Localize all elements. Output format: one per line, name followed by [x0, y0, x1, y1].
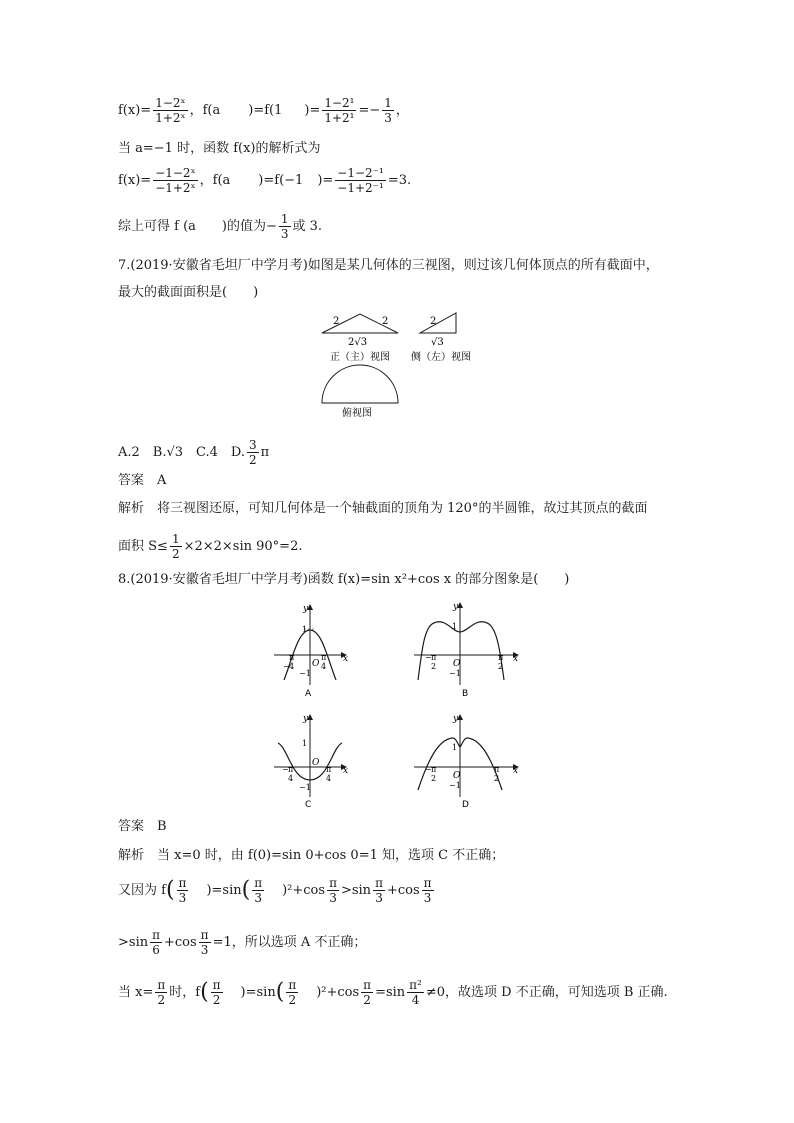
- fraction: [373, 876, 385, 905]
- text-line-2: 当 a=−1 时，函数 f(x)的解析式为: [118, 141, 321, 156]
- numerator: π: [178, 876, 187, 890]
- text: )=sin: [240, 985, 276, 1000]
- tick-left-num: π: [288, 765, 294, 774]
- tick-minus-one: −1: [299, 783, 311, 792]
- numerator: −1−2ˣ: [155, 166, 196, 180]
- curve-b: [418, 622, 504, 680]
- side-base-label: √3: [431, 337, 444, 348]
- denominator: 2: [288, 993, 297, 1007]
- top-caption: 俯视图: [342, 408, 372, 419]
- denominator: 3: [280, 227, 289, 241]
- q8-analysis-2: 又因为 f( $\frac{\pi}{3}$ )=sin( $\frac{\pi}{3}$ )²+cos $\frac{\pi}{3}$ >sin $\frac{\pi}{3}$ +cos $\frac{\pi}{3}$: [118, 876, 432, 905]
- numerator: 1: [280, 212, 289, 226]
- tick-right-num: π: [498, 653, 504, 662]
- front-base-label: 2√3: [348, 337, 368, 348]
- x-axis-label: x: [513, 766, 519, 776]
- text: ×2×2×sin 90°=2.: [183, 539, 303, 554]
- text: f(x)=: [118, 173, 152, 188]
- fraction: [153, 166, 197, 195]
- tick-left-den: 2: [431, 662, 437, 671]
- text: 综上可得 f (a: [118, 219, 196, 234]
- formula-line-1: [118, 96, 409, 125]
- denominator: 6: [152, 943, 160, 957]
- numerator: 1: [171, 532, 180, 546]
- q7-options: [118, 438, 269, 467]
- y-axis-label: y: [453, 714, 459, 724]
- denominator: 2: [249, 453, 257, 467]
- text: >sin: [340, 883, 372, 898]
- text: =3.: [387, 173, 412, 188]
- graph-b: [414, 602, 518, 699]
- fraction: [252, 876, 264, 905]
- text: )=sin: [206, 883, 242, 898]
- side-triangle: [420, 313, 456, 333]
- tick-left-num: π: [289, 653, 295, 662]
- numerator: −1−2⁻¹: [337, 166, 384, 180]
- curve-a: [284, 630, 336, 680]
- q7-stem-1: 7.(2019·安徽省毛坦厂中学月考)如图是某几何体的三视图，则过该几何体顶点的所有截面中，: [118, 258, 659, 273]
- text: 时，f: [169, 985, 201, 1000]
- front-caption: 正（主）视图: [330, 352, 390, 363]
- q8-analysis-1: 解析 当 x=0 时，由 f(0)=sin 0+cos 0=1 知，选项 C 不正确；: [118, 848, 505, 863]
- tick-minus-one: −1: [449, 781, 461, 790]
- curve-c: [278, 743, 342, 780]
- tick-left-den: −: [283, 662, 290, 671]
- fraction: [247, 438, 259, 467]
- text: 当 x=: [118, 985, 154, 1000]
- side-left-label: 2: [430, 316, 437, 327]
- denominator: 3: [329, 891, 337, 905]
- denominator: 3: [254, 891, 262, 905]
- fraction: [327, 876, 339, 905]
- q7-stem-2: 最大的截面面积是( ): [118, 285, 259, 300]
- text: )²+cos: [282, 883, 326, 898]
- fraction: [407, 978, 424, 1007]
- numerator: π: [423, 876, 432, 890]
- numerator: 1−2¹: [324, 96, 355, 110]
- tick-right-num: π: [321, 653, 327, 662]
- graph-a: [274, 604, 348, 699]
- text: >sin: [118, 935, 149, 950]
- tick-left-den: 2: [431, 774, 437, 783]
- numerator: π: [200, 928, 209, 942]
- denominator: 3: [375, 891, 383, 905]
- text: )=f(1: [248, 103, 283, 118]
- text: +cos: [164, 935, 197, 950]
- q7-answer: 答案 A: [118, 473, 167, 488]
- fraction: [322, 96, 356, 125]
- text: 或 3.: [292, 219, 323, 234]
- fraction: [155, 978, 167, 1007]
- denominator: −1+2ˣ: [155, 181, 196, 195]
- numerator: 3: [249, 438, 257, 452]
- numerator: π: [152, 928, 160, 942]
- graph-label-b: B: [462, 689, 469, 699]
- text: )=f(−1: [258, 173, 304, 188]
- tick-left-num: π: [431, 653, 437, 662]
- tick-left-den: 4: [289, 662, 295, 671]
- graph-label-a: A: [305, 689, 312, 699]
- numerator: π: [329, 876, 337, 890]
- q8-stem: 8.(2019·安徽省毛坦厂中学月考)函数 f(x)=sin x²+cos x 的部分图象是( ): [118, 572, 570, 587]
- text: )的值为−: [221, 219, 277, 234]
- numerator: π: [375, 876, 383, 890]
- side-view: [420, 313, 456, 333]
- fraction: [382, 96, 394, 125]
- tick-right-num: π: [494, 765, 500, 774]
- text: A.2 B.√3 C.4 D.: [118, 445, 246, 460]
- text: ≠0，故选项 D 不正确，可知选项 B 正确.: [425, 985, 668, 1000]
- denominator: −1+2⁻¹: [337, 181, 384, 195]
- tick-one: 1: [452, 743, 458, 752]
- denominator: 2: [171, 547, 180, 561]
- y-axis-label: y: [303, 714, 309, 724]
- denominator: 1+2¹: [324, 111, 355, 125]
- fraction: [153, 96, 187, 125]
- text: )²+cos: [316, 985, 360, 1000]
- y-axis-label: y: [303, 604, 309, 614]
- tick-left-sign: −: [425, 765, 432, 774]
- top-semicircle: [322, 365, 398, 403]
- x-axis-label: x: [513, 654, 519, 664]
- tick-left-den: 4: [288, 774, 294, 783]
- front-right-label: 2: [382, 316, 389, 327]
- tick-minus-one: −1: [449, 669, 461, 678]
- text: =−: [358, 103, 381, 118]
- numerator: 1: [384, 96, 392, 110]
- graph-label-d: D: [462, 800, 469, 810]
- fraction: [335, 166, 386, 195]
- denominator: 3: [178, 891, 187, 905]
- text: ，: [395, 103, 409, 118]
- tick-left-sign: −: [282, 765, 289, 774]
- denominator: 2: [157, 993, 166, 1007]
- graph-c: [274, 714, 348, 810]
- q8-answer: 答案 B: [118, 819, 167, 834]
- text: π: [260, 445, 270, 460]
- text: 又因为 f: [118, 883, 166, 898]
- fraction: [170, 532, 182, 561]
- text: )=: [304, 103, 321, 118]
- origin-label: O: [312, 758, 320, 768]
- numerator: π: [212, 978, 221, 992]
- tick-right-den: 4: [326, 774, 332, 783]
- graph-label-c: C: [305, 800, 312, 810]
- formula-line-4: [118, 212, 322, 241]
- origin-label: O: [312, 659, 320, 669]
- fraction: [150, 928, 162, 957]
- numerator: 1−2ˣ: [155, 96, 186, 110]
- text: ，f(a: [189, 103, 221, 118]
- denominator: 3: [423, 891, 432, 905]
- tick-right-den: 2: [494, 774, 500, 783]
- tick-right-den: 2: [498, 662, 504, 671]
- fraction: [211, 978, 223, 1007]
- fraction: [279, 212, 291, 241]
- front-triangle: [322, 314, 398, 333]
- graph-d: [414, 714, 518, 810]
- text: =1，所以选项 A 不正确；: [212, 935, 367, 950]
- tick-one: 1: [302, 625, 308, 634]
- tick-minus-one: −1: [299, 669, 311, 678]
- tick-right-num: π: [326, 765, 332, 774]
- denominator: 2: [363, 993, 371, 1007]
- origin-label: O: [453, 659, 461, 669]
- x-axis-label: x: [343, 766, 349, 776]
- tick-one: 1: [302, 739, 308, 748]
- tick-right-den: 4: [321, 662, 327, 671]
- front-view: [322, 314, 398, 333]
- fraction: [177, 876, 189, 905]
- text: )=: [317, 173, 334, 188]
- text: +cos: [386, 883, 420, 898]
- fraction: [286, 978, 298, 1007]
- fraction: [361, 978, 373, 1007]
- denominator: 1+2ˣ: [155, 111, 186, 125]
- numerator: π: [363, 978, 372, 992]
- fraction: [199, 928, 211, 957]
- text: ，f(a: [199, 173, 231, 188]
- tick-one: 1: [452, 622, 458, 631]
- text: =sin: [375, 985, 406, 1000]
- numerator: π: [157, 978, 166, 992]
- q7-analysis-1: 解析 将三视图还原，可知几何体是一个轴截面的顶角为 120°的半圆锥，故过其顶点的截面: [118, 501, 648, 516]
- x-axis-label: x: [343, 654, 349, 664]
- tick-left-num: π: [431, 765, 437, 774]
- denominator: 3: [200, 943, 209, 957]
- q8-analysis-4: 当 x= $\frac{\pi}{2}$ 时，f( $\frac{\pi}{2}$ )=sin( $\frac{\pi}{2}$ )²+cos $\frac{\pi}{2}$ =sin $\frac{\text{π²}}{4}$ ≠0，故选项 D 不正确，可知选项 B 正确.: [118, 978, 668, 1007]
- fraction: [422, 876, 434, 905]
- formula-line-3: [118, 166, 411, 195]
- origin-label: O: [453, 771, 461, 781]
- text: f(x)=: [118, 103, 152, 118]
- y-axis-label: y: [453, 602, 459, 612]
- denominator: 4: [411, 993, 420, 1007]
- numerator: π: [254, 876, 263, 890]
- numerator: π: [288, 978, 297, 992]
- side-caption: 侧（左）视图: [411, 352, 471, 363]
- q7-analysis-2: [118, 532, 302, 561]
- numerator: π²: [409, 978, 422, 992]
- text: 面积 S≤: [118, 539, 168, 554]
- denominator: 2: [212, 993, 221, 1007]
- tick-left-sign: −: [425, 653, 432, 662]
- denominator: 3: [384, 111, 392, 125]
- curve-d: [418, 738, 502, 790]
- front-left-label: 2: [333, 316, 340, 327]
- q8-analysis-3: [118, 928, 366, 957]
